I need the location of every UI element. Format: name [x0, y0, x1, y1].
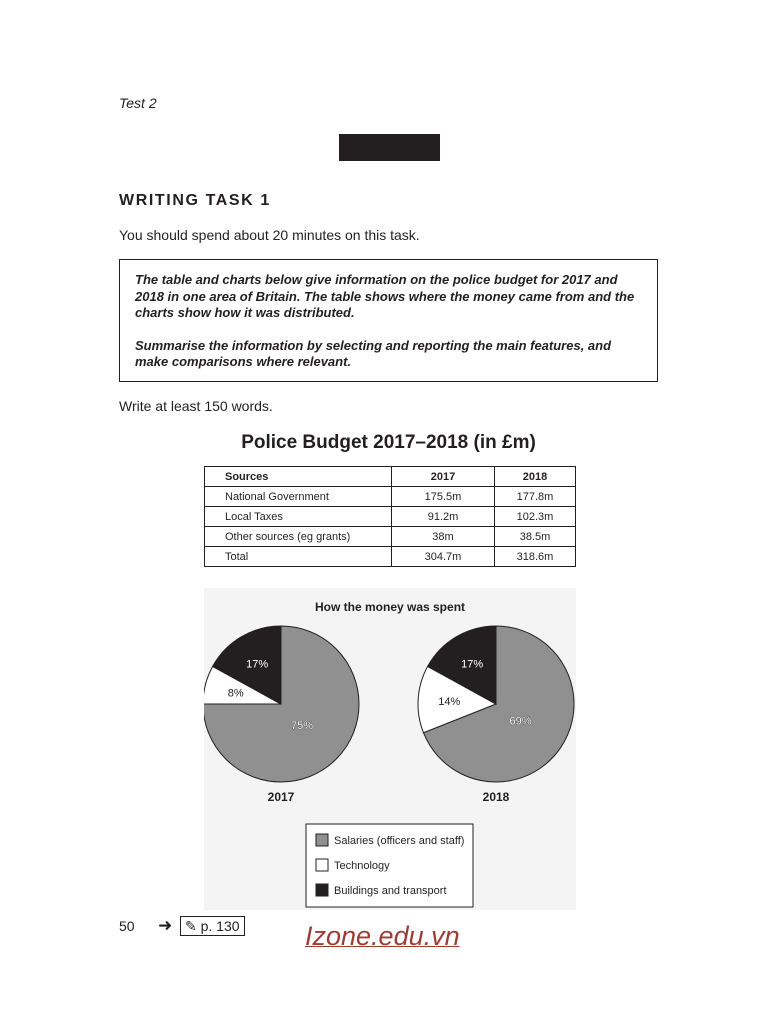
column-header-2017: 2017	[392, 467, 495, 487]
column-header-sources: Sources	[205, 467, 392, 487]
pie-year-label: 2018	[482, 790, 510, 804]
pie-slice-label: 17%	[246, 658, 269, 671]
table-cell: National Government	[205, 487, 392, 507]
budget-table	[204, 466, 576, 567]
table-cell: 175.5m	[392, 487, 495, 507]
pie-year-label: 2017	[267, 790, 295, 804]
table-cell: 318.6m	[495, 547, 576, 567]
legend-label: Salaries (officers and staff)	[334, 835, 465, 847]
task-heading: WRITING TASK 1	[119, 192, 271, 209]
table-cell: Total	[205, 547, 392, 567]
table-row	[205, 487, 576, 507]
task-prompt-instruction: Summarise the information by selecting and reporting the main features, and make comparisons where relevant.	[135, 337, 612, 369]
redaction-bar	[339, 134, 440, 161]
table-row	[205, 547, 576, 567]
table-row	[205, 527, 576, 547]
page-number: 50	[119, 918, 135, 934]
column-header-2018: 2018	[495, 467, 576, 487]
table-title: Police Budget 2017–2018 (in £m)	[241, 432, 536, 453]
pie-charts	[204, 588, 576, 910]
word-instruction: Write at least 150 words.	[119, 398, 273, 414]
legend-swatch	[316, 884, 328, 896]
watermark: Izone.edu.vn	[305, 921, 460, 951]
table-header-row	[205, 467, 576, 487]
table-cell: 177.8m	[495, 487, 576, 507]
table-cell: Other sources (eg grants)	[205, 527, 392, 547]
running-head: Test 2	[119, 95, 157, 111]
table-row	[205, 507, 576, 527]
table-cell: 91.2m	[392, 507, 495, 527]
legend-label: Buildings and transport	[334, 885, 447, 897]
legend-swatch	[316, 859, 328, 871]
time-instruction: You should spend about 20 minutes on this task.	[119, 227, 420, 243]
table-cell: 304.7m	[392, 547, 495, 567]
table-cell: 102.3m	[495, 507, 576, 527]
pie-slice-label: 69%	[509, 715, 532, 728]
pie-slice-label: 75%	[290, 720, 314, 732]
pie-chart-panel	[204, 588, 576, 910]
answer-page-reference: ✎ p. 130	[180, 916, 245, 936]
pie-slice-label: 8%	[227, 687, 244, 700]
legend-swatch	[316, 834, 328, 846]
pie-chart-title: How the money was spent	[314, 600, 466, 614]
arrow-icon: ➜	[158, 916, 173, 935]
pie-slice-label: 14%	[438, 696, 461, 709]
task-prompt-description: The table and charts below give information on the police budget for 2017 and 2018 in one area of Britain. The table shows where the money came from and the charts show how it was distributed.	[135, 272, 635, 320]
table-cell: Local Taxes	[205, 507, 392, 527]
table-cell: 38.5m	[495, 527, 576, 547]
table-cell: 38m	[392, 527, 495, 547]
task-prompt-box	[119, 259, 658, 382]
legend-label: Technology	[334, 860, 390, 872]
pie-slice-label: 17%	[461, 658, 484, 671]
